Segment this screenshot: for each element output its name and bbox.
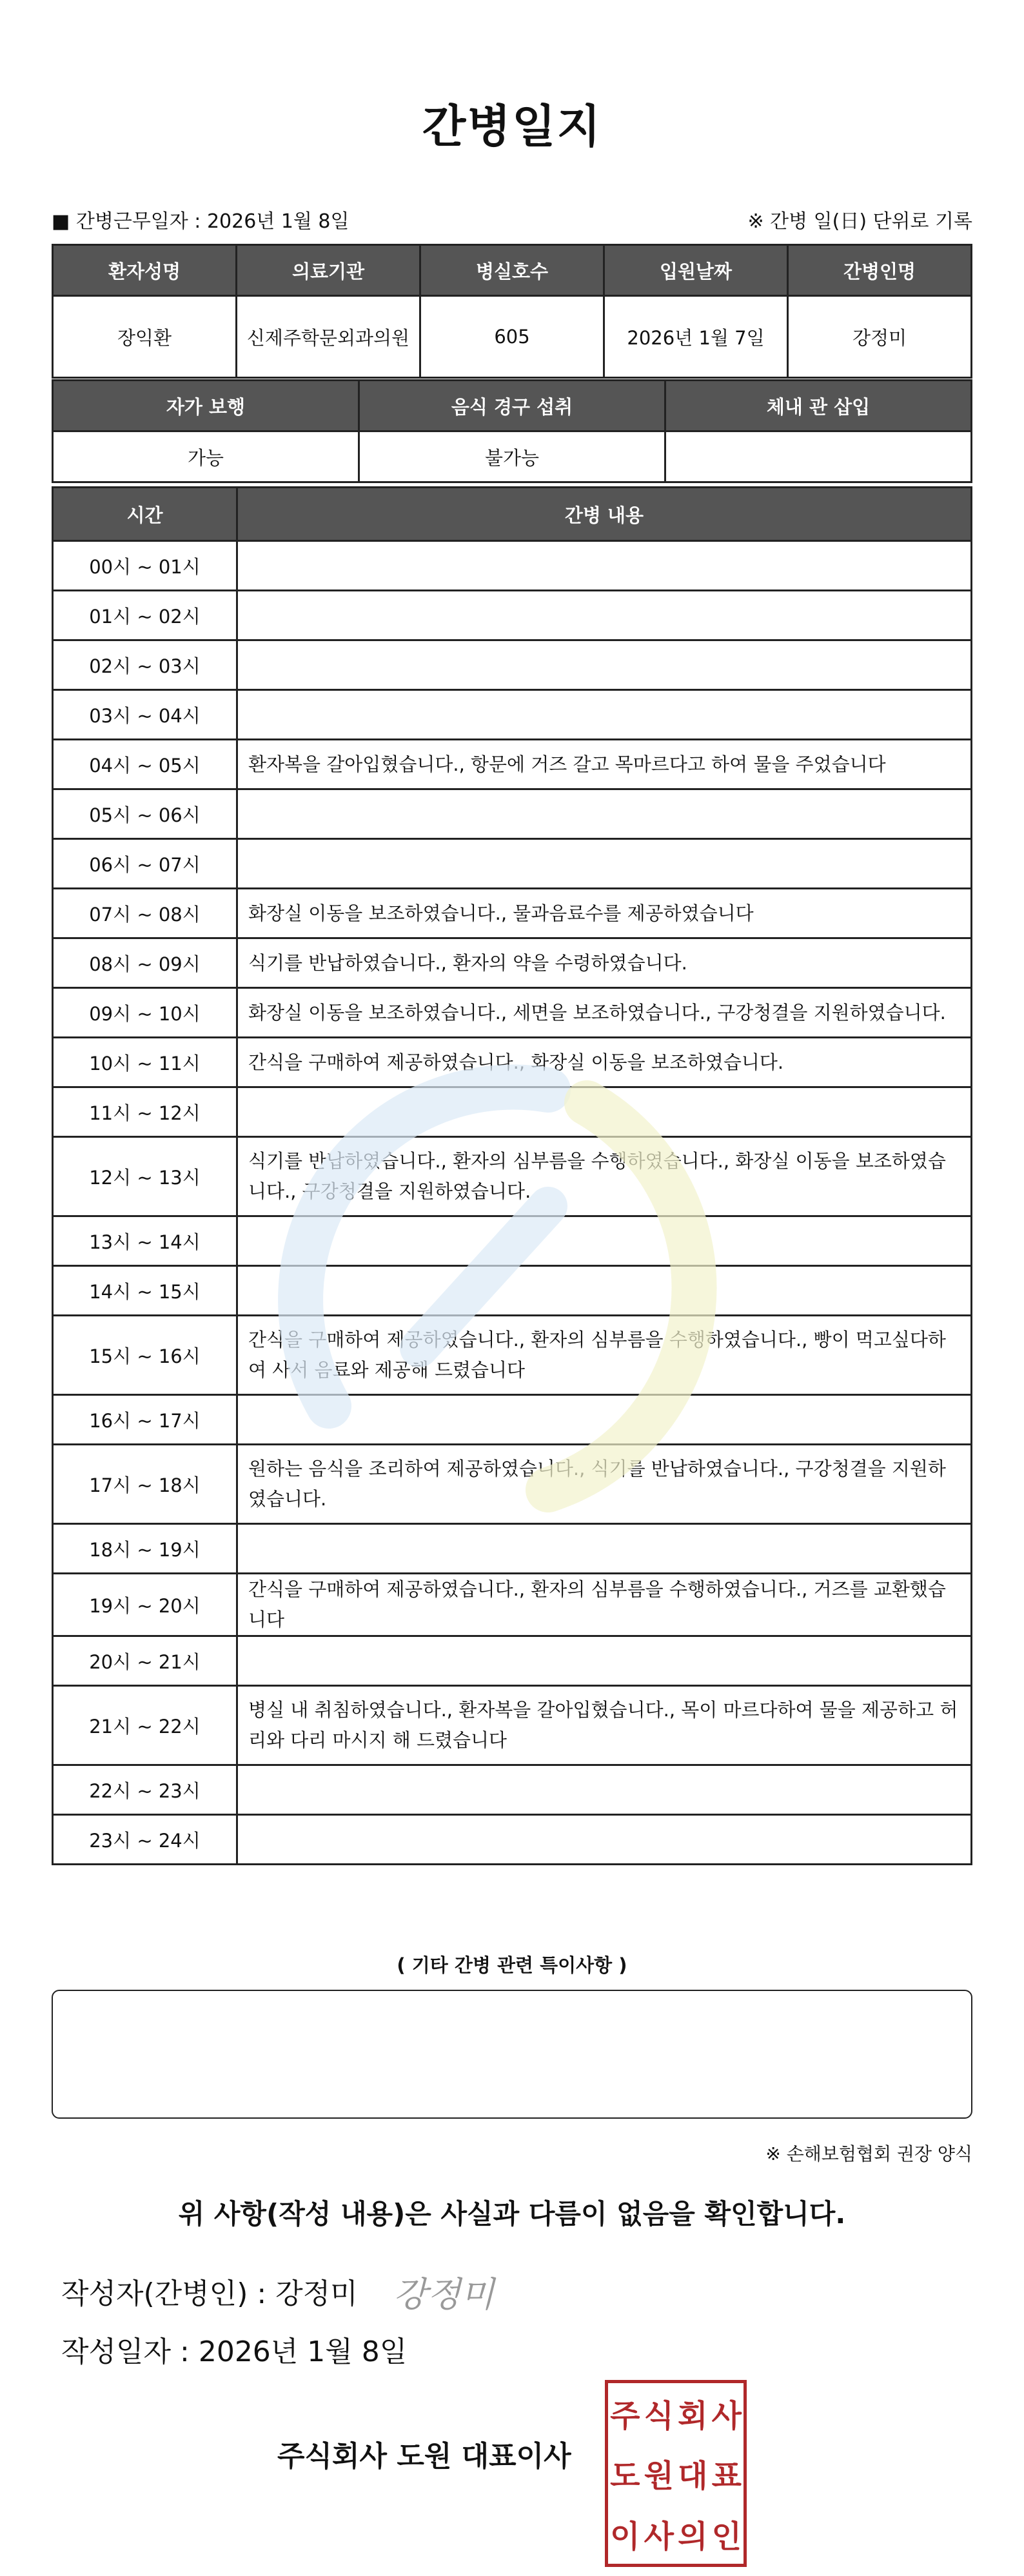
tube-value [665,431,972,482]
header-caregiver: 간병인명 [788,245,972,296]
log-time: 03시 ~ 04시 [53,690,237,740]
table-row [53,1137,972,1216]
writer-label: 작성자(간병인) : [61,2277,267,2310]
table-row [53,889,972,938]
log-content [237,839,972,889]
seal-character: 원 [644,2458,674,2495]
log-content: 화장실 이동을 보조하였습니다., 물과음료수를 제공하였습니다 [237,889,972,938]
log-time: 20시 ~ 21시 [53,1636,237,1686]
seal-character: 회 [678,2398,708,2435]
header-care-content: 간병 내용 [237,488,972,541]
log-content [237,690,972,740]
log-time: 11시 ~ 12시 [53,1087,237,1137]
room-number: 605 [420,296,604,378]
log-time: 16시 ~ 17시 [53,1395,237,1445]
patient-info-table [52,244,972,379]
table-row [53,938,972,988]
log-time: 17시 ~ 18시 [53,1445,237,1524]
log-content: 식기를 반납하였습니다., 환자의 심부름을 수행하였습니다., 화장실 이동을 보조하였습니다., 구강청결을 지원하였습니다. [237,1137,972,1216]
log-time: 09시 ~ 10시 [53,988,237,1038]
log-time: 02시 ~ 03시 [53,640,237,690]
seal-character: 주 [610,2398,640,2435]
table-row [53,740,972,789]
walking-value: 가능 [53,431,359,482]
header-room: 병실호수 [420,245,604,296]
table-row [53,640,972,690]
table-row [53,1686,972,1765]
log-content [237,1815,972,1865]
writer-name: 강정미 [275,2277,358,2310]
special-notes-label: ( 기타 간병 관련 특이사항 ) [397,1954,627,1976]
written-date-label: 작성일자 : [61,2335,190,2368]
log-content: 간식을 구매하여 제공하였습니다., 환자의 심부름을 수행하였습니다., 빵이 먹고싶다하여 사서 음료와 제공해 드렸습니다 [237,1316,972,1395]
table-row [53,1395,972,1445]
table-row [53,591,972,640]
seal-character: 이 [610,2518,640,2555]
care-log-body [53,541,972,1865]
log-time: 23시 ~ 24시 [53,1815,237,1865]
work-date [52,205,350,233]
log-time: 18시 ~ 19시 [53,1524,237,1574]
log-content: 화장실 이동을 보조하였습니다., 세면을 보조하였습니다., 구강청결을 지원하였습니다. [237,988,972,1038]
log-time: 00시 ~ 01시 [53,541,237,591]
form-source-note: ※ 손해보험협회 권장 양식 [765,2143,972,2165]
log-time: 01시 ~ 02시 [53,591,237,640]
seal-character: 사 [644,2518,674,2555]
table-row [53,1087,972,1137]
handwritten-signature: 강정미 [393,2274,495,2315]
record-unit-note: ※ 간병 일(日) 단위로 기록 [747,210,972,233]
log-content [237,1087,972,1137]
written-date-value: 2026년 1월 8일 [198,2335,408,2368]
seal-character: 인 [711,2518,742,2555]
log-content [237,1524,972,1574]
page-title: 간병일지 [422,100,602,153]
log-time: 14시 ~ 15시 [53,1266,237,1316]
written-date-line [61,2328,407,2370]
log-content: 간식을 구매하여 제공하였습니다., 화장실 이동을 보조하였습니다. [237,1038,972,1087]
patient-name: 장익환 [53,296,237,378]
header-time: 시간 [53,488,237,541]
table-row [53,1216,972,1266]
special-notes-box [52,1990,972,2119]
table-row [53,1815,972,1865]
log-time: 04시 ~ 05시 [53,740,237,789]
log-time: 13시 ~ 14시 [53,1216,237,1266]
table-row [53,988,972,1038]
work-date-label: ■ 간병근무일자 : [52,210,201,233]
header-admission-date: 입원날짜 [604,245,788,296]
company-seal-stamp [605,2380,747,2567]
log-content: 식기를 반납하였습니다., 환자의 약을 수령하였습니다. [237,938,972,988]
header-hospital: 의료기관 [237,245,420,296]
log-time: 08시 ~ 09시 [53,938,237,988]
hospital-name: 신제주학문외과의원 [237,296,420,378]
table-row [53,1445,972,1524]
table-row [53,1574,972,1636]
log-content [237,1395,972,1445]
log-time: 15시 ~ 16시 [53,1316,237,1395]
log-content [237,789,972,839]
log-time: 12시 ~ 13시 [53,1137,237,1216]
log-content [237,591,972,640]
care-log-table [52,486,972,1865]
log-content: 원하는 음식을 조리하여 제공하였습니다., 식기를 반납하였습니다., 구강청결을 지원하였습니다. [237,1445,972,1524]
seal-character: 도 [610,2458,640,2495]
log-content: 환자복을 갈아입혔습니다., 항문에 거즈 갈고 목마르다고 하여 물을 주었습니다 [237,740,972,789]
oral-intake-value: 불가능 [359,431,665,482]
log-content [237,1216,972,1266]
table-row [53,839,972,889]
log-time: 21시 ~ 22시 [53,1686,237,1765]
table-row [53,1765,972,1815]
table-row [53,1038,972,1087]
log-content [237,1636,972,1686]
company-representative: 주식회사 도원 대표이사 [277,2440,571,2473]
header-walking: 자가 보행 [53,381,359,431]
log-time: 10시 ~ 11시 [53,1038,237,1087]
status-info-table [52,379,972,483]
seal-character: 식 [644,2398,674,2435]
admission-date: 2026년 1월 7일 [604,296,788,378]
table-row [53,541,972,591]
log-time: 06시 ~ 07시 [53,839,237,889]
log-time: 07시 ~ 08시 [53,889,237,938]
confirmation-statement: 위 사항(작성 내용)은 사실과 다름이 없음을 확인합니다. [178,2198,846,2230]
seal-character: 대 [678,2458,708,2495]
log-content [237,1266,972,1316]
log-content [237,640,972,690]
log-content [237,1765,972,1815]
table-row [53,1636,972,1686]
table-row [53,1316,972,1395]
writer-line [61,2270,358,2312]
header-patient-name: 환자성명 [53,245,237,296]
log-content: 병실 내 취침하였습니다., 환자복을 갈아입혔습니다., 목이 마르다하여 물을 제공하고 허리와 다리 마시지 해 드렸습니다 [237,1686,972,1765]
table-row [53,1266,972,1316]
seal-character: 표 [711,2458,742,2495]
log-time: 22시 ~ 23시 [53,1765,237,1815]
table-row [53,1524,972,1574]
header-tube: 체내 관 삽입 [665,381,972,431]
log-content: 간식을 구매하여 제공하였습니다., 환자의 심부름을 수행하였습니다., 거즈를 교환했습니다 [237,1574,972,1636]
header-oral-intake: 음식 경구 섭취 [359,381,665,431]
log-content [237,541,972,591]
seal-character: 사 [711,2398,742,2435]
caregiver-name: 강정미 [788,296,972,378]
seal-character: 의 [678,2518,708,2555]
log-time: 05시 ~ 06시 [53,789,237,839]
work-date-value: 2026년 1월 8일 [206,210,350,233]
table-row [53,690,972,740]
log-time: 19시 ~ 20시 [53,1574,237,1636]
table-row [53,789,972,839]
